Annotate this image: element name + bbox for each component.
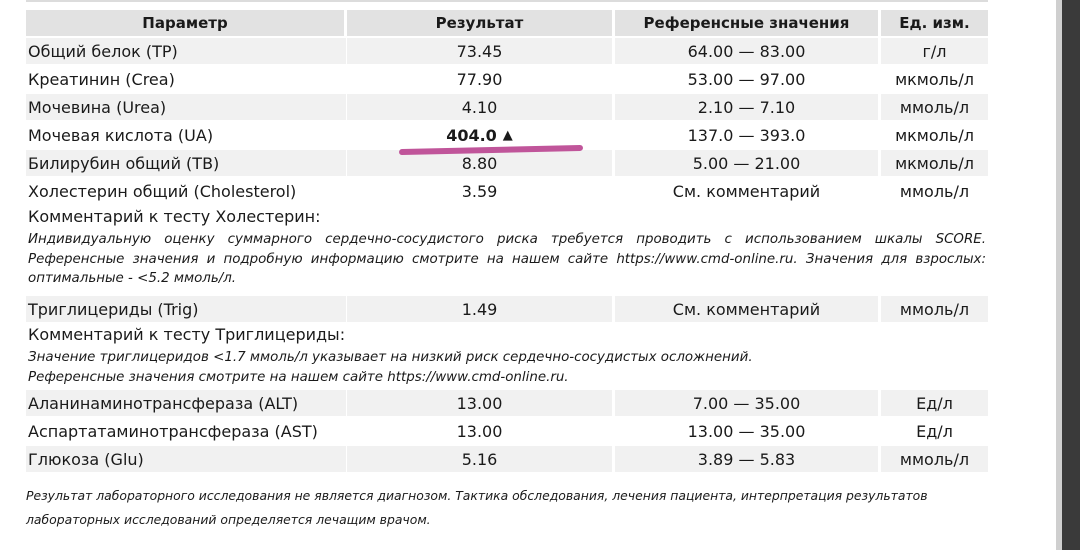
reference-range: 7.00 — 35.00 [615, 390, 878, 416]
table-row [26, 176, 988, 204]
result-value: 77.90 [347, 66, 612, 92]
unit: Ед/л [881, 418, 988, 444]
page-top-edge [26, 0, 988, 2]
unit: мкмоль/л [881, 66, 988, 92]
param-name: Холестерин общий (Cholesterol) [26, 178, 346, 204]
param-name: Мочевина (Urea) [26, 94, 346, 120]
comment-cholesterol [26, 204, 988, 294]
param-name: Билирубин общий (TB) [26, 150, 346, 176]
table-row [26, 64, 988, 92]
comment-text: Индивидуальную оценку суммарного сердечно-сосудистого риска требуется проводить с использованием шкалы SCORE. Референсные значения и подробную информацию смотрите на нашем сайте https://www.cmd-online.ru. Значения для взрослых: оптимальные - <5.2 ммоль/л. [28, 232, 986, 286]
unit: ммоль/л [881, 94, 988, 120]
param-name: Мочевая кислота (UA) [26, 122, 346, 148]
result-value: 1.49 [347, 296, 612, 322]
reference-range: См. комментарий [615, 296, 878, 322]
param-name: Глюкоза (Glu) [26, 446, 346, 472]
reference-range: 53.00 — 97.00 [615, 66, 878, 92]
reference-range: 5.00 — 21.00 [615, 150, 878, 176]
comment-line: Референсные значения смотрите на нашем сайте https://www.cmd-online.ru. [28, 369, 569, 385]
table-row [26, 36, 988, 64]
page-right-border [1062, 0, 1080, 550]
result-value: 13.00 [347, 418, 612, 444]
table-header-row [26, 8, 988, 36]
unit: мкмоль/л [881, 122, 988, 148]
high-flag-icon: ▲ [502, 127, 513, 143]
table-row [26, 416, 988, 444]
reference-range: 3.89 — 5.83 [615, 446, 878, 472]
unit: г/л [881, 38, 988, 64]
param-name: Триглицериды (Trig) [26, 296, 346, 322]
result-value: 8.80 [347, 150, 612, 176]
table-row [26, 92, 988, 120]
header-result: Результат [347, 10, 612, 36]
param-name: Креатинин (Crea) [26, 66, 346, 92]
header-unit: Ед. изм. [881, 10, 988, 36]
result-value: 5.16 [347, 446, 612, 472]
table-row [26, 294, 988, 322]
unit: ммоль/л [881, 446, 988, 472]
table-row-flagged [26, 120, 988, 148]
reference-range: 2.10 — 7.10 [615, 94, 878, 120]
reference-range: 137.0 — 393.0 [615, 122, 878, 148]
param-name: Аспартатаминотрансфераза (AST) [26, 418, 346, 444]
comment-title: Комментарий к тесту Триглицериды: [28, 325, 346, 344]
table-row [26, 444, 988, 472]
comment-title: Комментарий к тесту Холестерин: [28, 207, 321, 226]
results-table [26, 8, 988, 472]
comment-triglycerides [26, 322, 988, 388]
result-value-text: 404.0 [446, 125, 497, 145]
header-reference: Референсные значения [615, 10, 878, 36]
result-value-high [347, 122, 612, 148]
unit: мкмоль/л [881, 150, 988, 176]
unit: Ед/л [881, 390, 988, 416]
result-value: 73.45 [347, 38, 612, 64]
table-row [26, 388, 988, 416]
reference-range: См. комментарий [615, 178, 878, 204]
comment-line: Значение триглицеридов <1.7 ммоль/л указывает на низкий риск сердечно-сосудистых осложнений. [28, 350, 753, 365]
header-param: Параметр [26, 10, 344, 36]
reference-range: 13.00 — 35.00 [615, 418, 878, 444]
param-name: Аланинаминотрансфераза (ALT) [26, 390, 346, 416]
disclaimer-footnote: Результат лабораторного исследования не является диагнозом. Тактика обследования, лечения пациента, интерпретация результатов лабораторных исследований определяется лечащим врачом. [26, 488, 928, 527]
result-value: 4.10 [347, 94, 612, 120]
reference-range: 64.00 — 83.00 [615, 38, 878, 64]
result-value: 13.00 [347, 390, 612, 416]
unit: ммоль/л [881, 178, 988, 204]
unit: ммоль/л [881, 296, 988, 322]
param-name: Общий белок (TP) [26, 38, 346, 64]
result-value: 3.59 [347, 178, 612, 204]
